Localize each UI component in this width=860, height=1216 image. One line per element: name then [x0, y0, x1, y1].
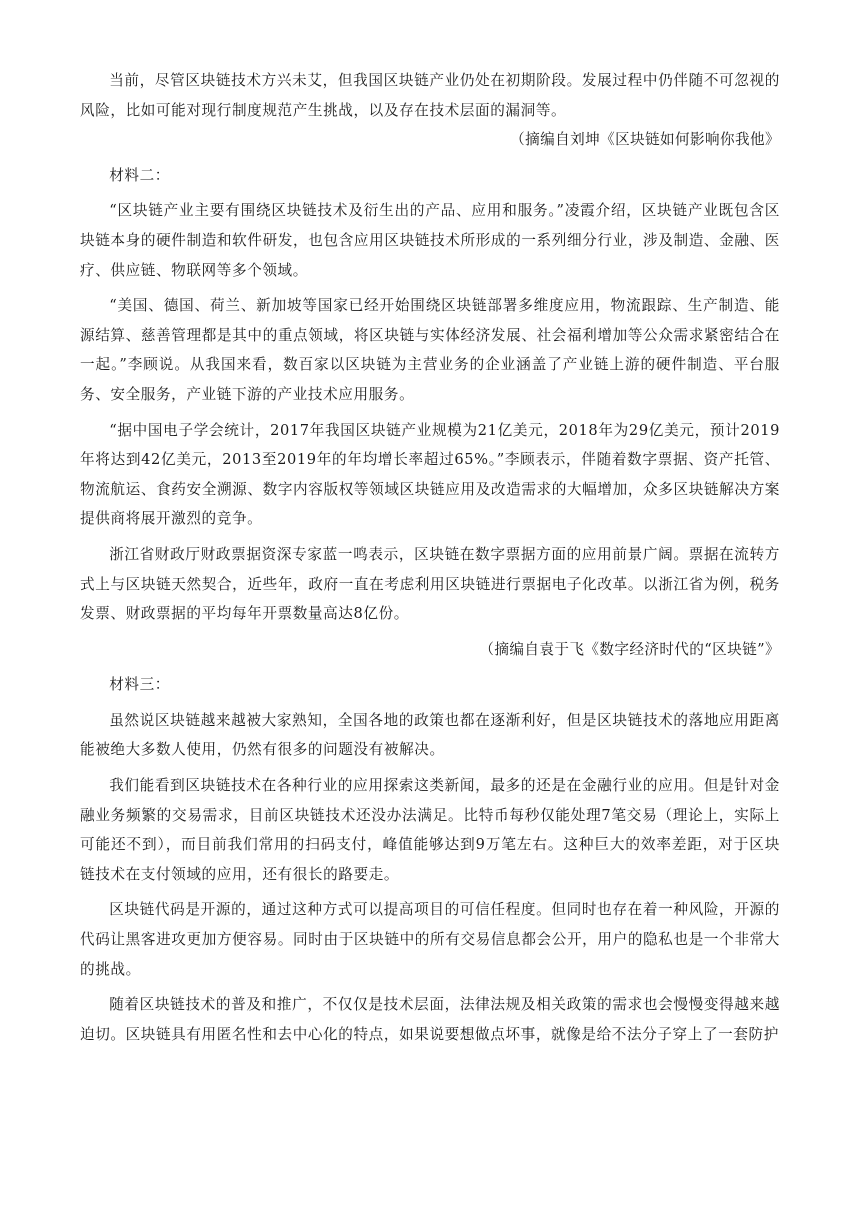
paragraph-industry-scope: “区块链产业主要有围绕区块链技术及衍生出的产品、应用和服务。”凌霞介绍，区块链产业既包含区块链本身的硬件制造和软件研发，也包含应用区块链技术所形成的一系列细分行业，涉及制造、金融、医疗、供应链、物联网等多个领域。 [80, 202, 780, 279]
paragraph-legal-policy: 随着区块链技术的普及和推广，不仅仅是技术层面，法律法规及相关政策的需求也会慢慢变得越来越迫切。区块链具有用匿名性和去中心化的特点，如果说要想做点坏事，就像是给不法分子穿上了一套防护 [80, 996, 780, 1043]
paragraph-intro-risk: 当前，尽管区块链技术方兴未艾，但我国区块链产业仍处在初期阶段。发展过程中仍伴随不可忽视的风险，比如可能对现行制度规范产生挑战，以及存在技术层面的漏洞等。 [80, 72, 780, 119]
document-body [80, 66, 780, 1049]
paragraph-adoption-issues: 虽然说区块链越来越被大家熟知，全国各地的政策也都在逐渐利好，但是区块链技术的落地应用距离能被绝大多数人使用，仍然有很多的问题没有被解决。 [80, 711, 780, 759]
paragraph-industry-scale: “据中国电子学会统计，2017年我国区块链产业规模为21亿美元，2018年为29亿美元，预计2019年将达到42亿美元，2013至2019年的年均增长率超过65%。”李顾表示，伴随着数字票据、资产托管、物流航运、食药安全溯源、数字内容版权等领域区块链应用及改造需求的大幅增加，众多区块链解决方案提供商将展开激烈的竞争。 [80, 421, 780, 528]
paragraph-open-source-risk: 区块链代码是开源的，通过这种方式可以提高项目的可信任程度。但同时也存在着一种风险，开源的代码让黑客进攻更加方便容易。同时由于区块链中的所有交易信息都会公开，用户的隐私也是一个非常大的挑战。 [80, 901, 780, 978]
source-citation-1: （摘编自刘坤《区块链如何影响你我他》 [510, 131, 780, 149]
source-citation-2: （摘编自袁于飞《数字经济时代的“区块链”》 [479, 640, 780, 658]
material-2-heading: 材料二： [109, 166, 170, 184]
paragraph-finance-efficiency: 我们能看到区块链技术在各种行业的应用探索这类新闻，最多的还是在金融行业的应用。但是针对金融业务频繁的交易需求，目前区块链技术还没办法满足。比特币每秒仅能处理7笔交易（理论上，实际上可能还不到），而目前我们常用的扫码支付，峰值能够达到9万笔左右。这种巨大的效率差距，对于区块链技术在支付领域的应用，还有很长的路要走。 [80, 777, 780, 883]
paragraph-digital-bills: 浙江省财政厅财政票据资深专家蓝一鸣表示，区块链在数字票据方面的应用前景广阔。票据在流转方式上与区块链天然契合，近些年，政府一直在考虑利用区块链进行票据电子化改革。以浙江省为例，税务发票、财政票据的平均每年开票数量高达8亿份。 [80, 545, 780, 623]
material-3-heading: 材料三： [109, 676, 170, 694]
paragraph-international-applications: “美国、德国、荷兰、新加坡等国家已经开始围绕区块链部署多维度应用，物流跟踪、生产制造、能源结算、慈善管理都是其中的重点领域，将区块链与实体经济发展、社会福利增加等公众需求紧密结合在一起。”李顾说。从我国来看，数百家以区块链为主营业务的企业涵盖了产业链上游的硬件制造、平台服务、安全服务，产业链下游的产业技术应用服务。 [80, 297, 780, 403]
